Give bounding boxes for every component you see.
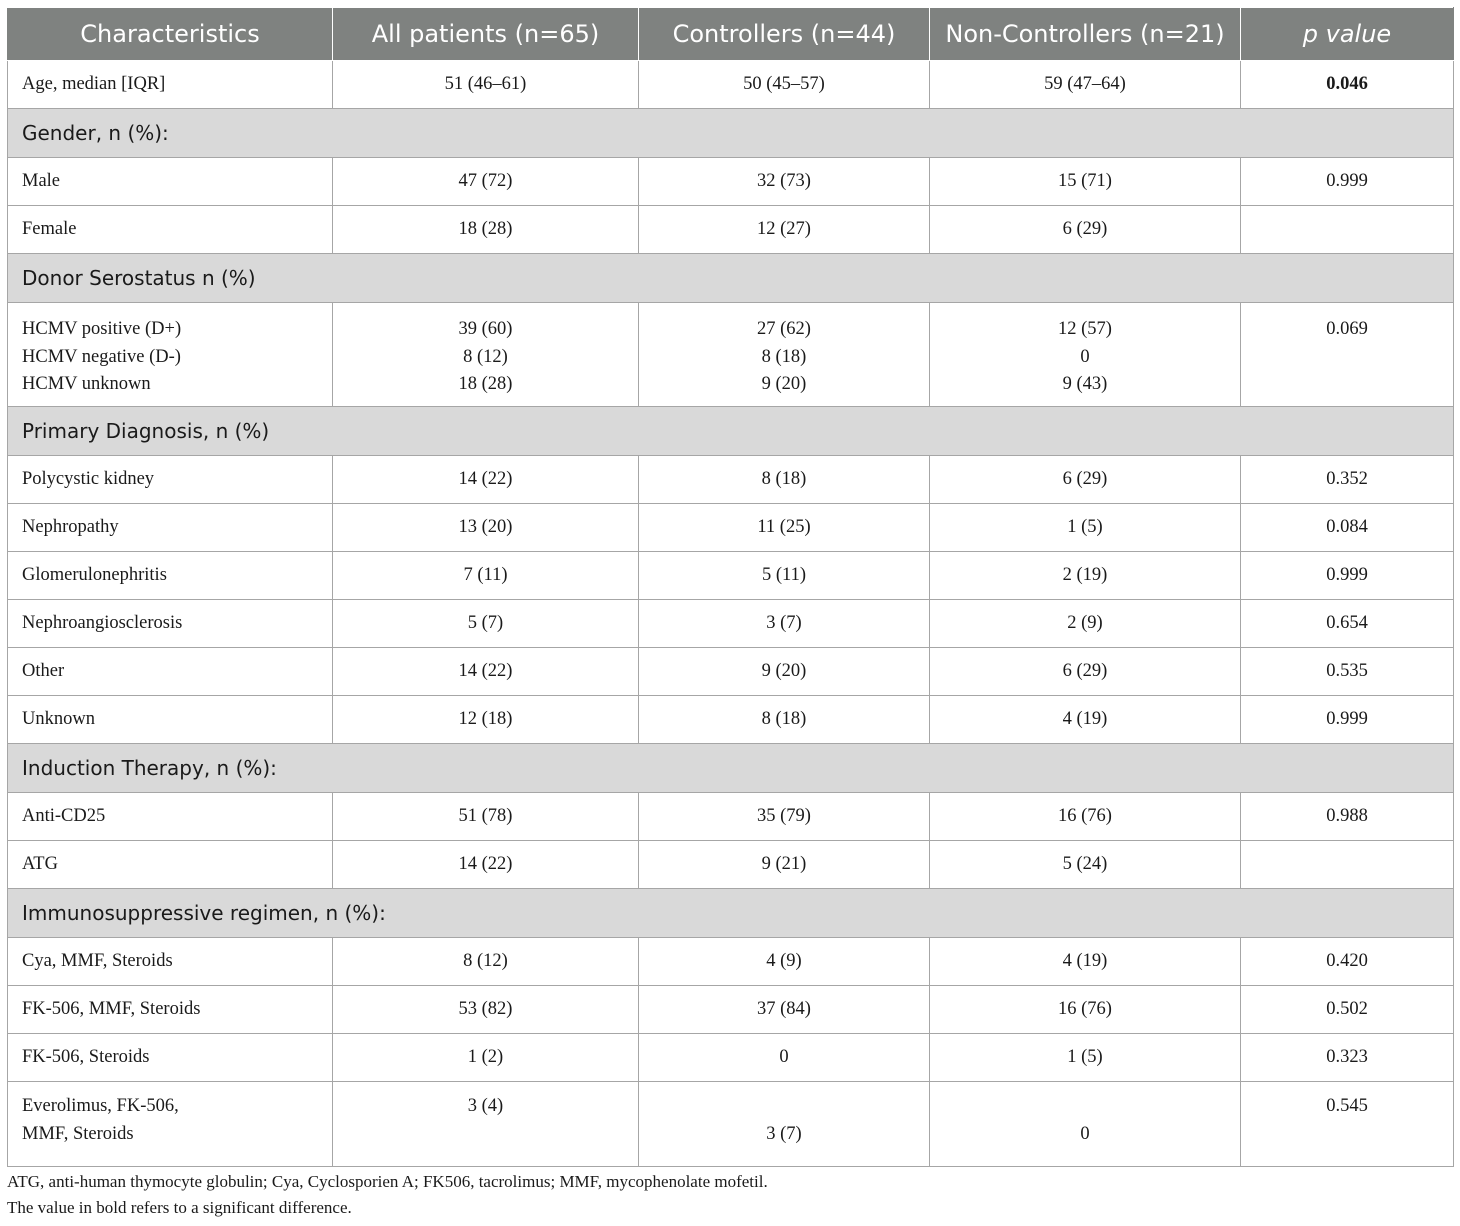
- row-label: Cya, MMF, Steroids: [8, 938, 333, 986]
- table-row: [8, 303, 1454, 407]
- cell-p-value: 0.999: [1241, 696, 1454, 744]
- cell-all: 18 (28): [333, 206, 639, 254]
- cell-p-value: [1241, 206, 1454, 254]
- table-row: [8, 206, 1454, 254]
- cell-all: 8 (12): [333, 938, 639, 986]
- cell-controllers: 37 (84): [639, 986, 930, 1034]
- row-label: Polycystic kidney: [8, 456, 333, 504]
- cell-line: 3 (4): [467, 1096, 504, 1116]
- cell-all: 51 (78): [333, 793, 639, 841]
- row-label: Other: [8, 648, 333, 696]
- section-title: Induction Therapy, n (%):: [8, 744, 1454, 793]
- cell-line: 27 (62): [757, 319, 811, 339]
- row-label: Nephroangiosclerosis: [8, 600, 333, 648]
- cell-non-controllers: 5 (24): [930, 841, 1241, 889]
- cell-all: 5 (7): [333, 600, 639, 648]
- cell-all: 13 (20): [333, 504, 639, 552]
- cell-all: 14 (22): [333, 841, 639, 889]
- cell-all: [333, 303, 639, 407]
- cell-controllers: 5 (11): [639, 552, 930, 600]
- cell-line: 39 (60): [458, 319, 513, 339]
- cell-all: 12 (18): [333, 696, 639, 744]
- cell-non-controllers: 6 (29): [930, 456, 1241, 504]
- cell-line: 0: [1080, 346, 1090, 367]
- cell-line: 8 (12): [463, 346, 508, 367]
- row-label: Unknown: [8, 696, 333, 744]
- cell-line: 18 (28): [458, 374, 513, 394]
- cell-all: 7 (11): [333, 552, 639, 600]
- table-row: [8, 938, 1454, 986]
- header-row: [8, 8, 1454, 61]
- cell-p-value: [1241, 303, 1454, 407]
- cell-p-value: 0.084: [1241, 504, 1454, 552]
- row-label-line: HCMV unknown: [22, 374, 151, 394]
- cell-line: 0.545: [1326, 1096, 1368, 1116]
- cell-p-value: 0.988: [1241, 793, 1454, 841]
- table-container: [7, 7, 1453, 1167]
- footnote-bold-note: The value in bold refers to a significant difference.: [7, 1198, 352, 1217]
- table-row: [8, 841, 1454, 889]
- cell-non-controllers: 59 (47–64): [930, 61, 1241, 109]
- section-induction-therapy: [8, 744, 1454, 793]
- cell-non-controllers: 2 (19): [930, 552, 1241, 600]
- cell-controllers: 3 (7): [639, 600, 930, 648]
- cell-controllers: 9 (21): [639, 841, 930, 889]
- row-label-line: HCMV positive (D+): [22, 319, 182, 339]
- table-row: [8, 986, 1454, 1034]
- row-label: [8, 303, 333, 407]
- cell-all: 1 (2): [333, 1034, 639, 1082]
- header-non-controllers: Non-Controllers (n=21): [930, 8, 1241, 61]
- header-controllers: Controllers (n=44): [639, 8, 930, 61]
- cell-line: 0.069: [1326, 319, 1368, 339]
- cell-all: 14 (22): [333, 648, 639, 696]
- row-label: Glomerulonephritis: [8, 552, 333, 600]
- cell-line: 9 (20): [761, 374, 807, 394]
- table-row: [8, 696, 1454, 744]
- cell-non-controllers: 15 (71): [930, 158, 1241, 206]
- section-gender: [8, 109, 1454, 158]
- cell-p-value: 0.352: [1241, 456, 1454, 504]
- table-row: [8, 552, 1454, 600]
- cell-all: 14 (22): [333, 456, 639, 504]
- row-label: FK-506, Steroids: [8, 1034, 333, 1082]
- section-title: Primary Diagnosis, n (%): [8, 407, 1454, 456]
- cell-line: 3 (7): [766, 1124, 802, 1144]
- table-row: [8, 456, 1454, 504]
- row-label-line: MMF, Steroids: [22, 1124, 134, 1144]
- header-all-patients: All patients (n=65): [333, 8, 639, 61]
- cell-controllers: 35 (79): [639, 793, 930, 841]
- patient-characteristics-table: [7, 7, 1454, 1167]
- table-row: [8, 1034, 1454, 1082]
- table-row: [8, 600, 1454, 648]
- cell-controllers: 50 (45–57): [639, 61, 930, 109]
- cell-non-controllers: 1 (5): [930, 504, 1241, 552]
- cell-line-blank: [930, 1092, 1240, 1120]
- cell-controllers: 12 (27): [639, 206, 930, 254]
- row-label: Male: [8, 158, 333, 206]
- row-label-line: HCMV negative (D-): [22, 346, 181, 367]
- cell-p-value-significant: 0.046: [1241, 61, 1454, 109]
- table-row: [8, 504, 1454, 552]
- cell-p-value: [1241, 1082, 1454, 1167]
- cell-line: 9 (43): [1062, 374, 1108, 394]
- cell-non-controllers: 16 (76): [930, 986, 1241, 1034]
- table-row: [8, 158, 1454, 206]
- section-immunosuppressive-regimen: [8, 889, 1454, 938]
- section-donor-serostatus: [8, 254, 1454, 303]
- cell-non-controllers: 6 (29): [930, 648, 1241, 696]
- cell-controllers: 4 (9): [639, 938, 930, 986]
- cell-controllers: [639, 1082, 930, 1167]
- cell-all: 53 (82): [333, 986, 639, 1034]
- footnote-abbreviations: ATG, anti-human thymocyte globulin; Cya, Cyclosporien A; FK506, tacrolimus; MMF, mycophenolate mofetil.: [7, 1172, 768, 1191]
- cell-p-value: 0.420: [1241, 938, 1454, 986]
- cell-controllers: 11 (25): [639, 504, 930, 552]
- cell-controllers: 32 (73): [639, 158, 930, 206]
- cell-p-value: 0.535: [1241, 648, 1454, 696]
- cell-p-value: 0.999: [1241, 158, 1454, 206]
- cell-p-value: 0.999: [1241, 552, 1454, 600]
- row-label: [8, 1082, 333, 1167]
- table-row: [8, 1082, 1454, 1167]
- row-label: Nephropathy: [8, 504, 333, 552]
- cell-p-value: 0.502: [1241, 986, 1454, 1034]
- table-row: [8, 793, 1454, 841]
- cell-non-controllers: 4 (19): [930, 696, 1241, 744]
- section-title: Donor Serostatus n (%): [8, 254, 1454, 303]
- section-title: Immunosuppressive regimen, n (%):: [8, 889, 1454, 938]
- cell-all: 51 (46–61): [333, 61, 639, 109]
- row-label: Anti-CD25: [8, 793, 333, 841]
- row-label-line: Everolimus, FK-506,: [22, 1096, 179, 1116]
- cell-controllers: 8 (18): [639, 456, 930, 504]
- table-row: [8, 648, 1454, 696]
- cell-controllers: 9 (20): [639, 648, 930, 696]
- row-label: Female: [8, 206, 333, 254]
- cell-controllers: 8 (18): [639, 696, 930, 744]
- cell-line: 8 (18): [761, 346, 807, 367]
- cell-non-controllers: [930, 303, 1241, 407]
- header-p-value: p value: [1241, 8, 1454, 61]
- cell-controllers: 0: [639, 1034, 930, 1082]
- table-row: [8, 61, 1454, 109]
- cell-non-controllers: 16 (76): [930, 793, 1241, 841]
- cell-non-controllers: 6 (29): [930, 206, 1241, 254]
- cell-non-controllers: 2 (9): [930, 600, 1241, 648]
- cell-p-value: [1241, 841, 1454, 889]
- cell-line: 0: [1080, 1124, 1090, 1144]
- row-label: ATG: [8, 841, 333, 889]
- cell-controllers: [639, 303, 930, 407]
- cell-line: 12 (57): [1058, 319, 1112, 339]
- cell-line-blank: [639, 1092, 929, 1120]
- cell-all: [333, 1082, 639, 1167]
- cell-non-controllers: 4 (19): [930, 938, 1241, 986]
- row-label: Age, median [IQR]: [8, 61, 333, 109]
- cell-all: 47 (72): [333, 158, 639, 206]
- header-characteristics: Characteristics: [8, 8, 333, 61]
- row-label: FK-506, MMF, Steroids: [8, 986, 333, 1034]
- cell-non-controllers: [930, 1082, 1241, 1167]
- section-title: Gender, n (%):: [8, 109, 1454, 158]
- cell-p-value: 0.323: [1241, 1034, 1454, 1082]
- cell-p-value: 0.654: [1241, 600, 1454, 648]
- cell-non-controllers: 1 (5): [930, 1034, 1241, 1082]
- section-primary-diagnosis: [8, 407, 1454, 456]
